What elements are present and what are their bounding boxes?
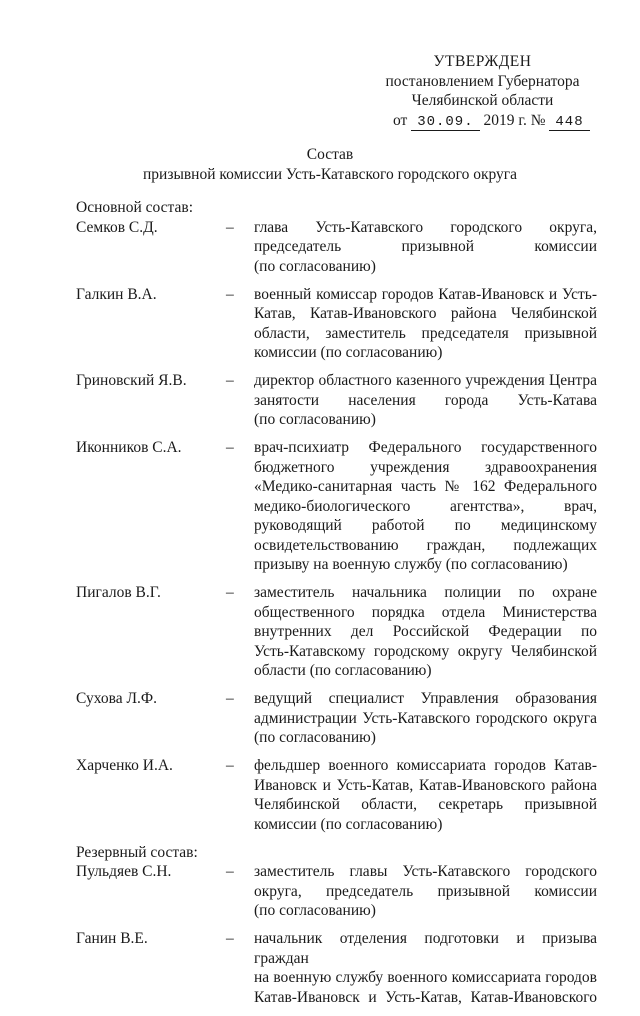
member-description <box>254 218 597 277</box>
member-description <box>254 689 597 748</box>
description-line: заместитель главы Усть-Катавского городского <box>254 863 597 880</box>
member-dash: – <box>226 439 234 456</box>
handwritten-date: 30.09. <box>411 115 479 131</box>
approval-date-line <box>375 111 590 131</box>
date-prefix: от <box>393 111 408 129</box>
description-line: Челябинской области, секретарь призывной <box>254 796 597 813</box>
approval-block <box>375 52 590 131</box>
description-line: бюджетного учреждения здравоохранения <box>254 458 597 476</box>
approval-heading: УТВЕРЖДЕН <box>433 53 532 70</box>
member-dash: – <box>226 930 234 947</box>
approval-decree: постановлением Губернатора <box>385 72 580 90</box>
description-line: Катав, Катав-Ивановского района Челябинской <box>254 305 597 322</box>
title-line-1: Состав <box>306 146 354 163</box>
member-dash: – <box>226 218 234 236</box>
members-list <box>76 198 600 1016</box>
member-description <box>254 371 597 430</box>
description-line: Ивановск и Усть-Катав, Катав-Ивановского района <box>254 776 597 794</box>
member-row <box>76 689 600 748</box>
member-row <box>76 218 600 277</box>
member-description <box>254 438 597 575</box>
description-line: администрации Усть-Катавского городского округа <box>254 709 597 727</box>
description-line: (по согласованию) <box>254 902 376 919</box>
description-line: «Медико-санитарная часть № 162 Федерального <box>254 478 597 495</box>
member-name: Сухова Л.Ф. <box>76 690 157 707</box>
handwritten-number: 448 <box>549 115 589 131</box>
description-line: занятости населения города Усть-Катава <box>254 391 597 409</box>
description-line: директор областного казенного учреждения Центра <box>254 372 597 389</box>
description-line: области (по согласованию) <box>254 662 432 679</box>
member-name: Пульдяев С.Н. <box>76 863 172 880</box>
member-row <box>76 285 600 363</box>
description-line: внутренних дел Российской Федерации по <box>254 623 597 640</box>
member-dash: – <box>226 863 234 880</box>
description-line: глава Усть-Катавского городского округа, <box>254 218 597 236</box>
description-line: округа, председатель призывной комиссии <box>254 882 597 900</box>
member-description <box>254 583 597 681</box>
member-name: Семков С.Д. <box>76 218 158 236</box>
member-name: Иконников С.А. <box>76 439 182 456</box>
description-line: начальник отделения подготовки и призыва граждан <box>254 930 597 967</box>
description-line: на военную службу военного комиссариата городов <box>254 969 597 986</box>
description-line: заместитель начальника полиции по охране <box>254 584 597 601</box>
member-row <box>76 929 600 1007</box>
description-line: председатель призывной комиссии <box>254 238 597 255</box>
description-line: призыву на военную службу (по согласованию) <box>254 556 568 573</box>
description-line: области, заместитель председателя призывной <box>254 324 597 342</box>
member-row <box>76 438 600 575</box>
description-line: фельдшер военного комиссариата городов Катав- <box>254 757 597 774</box>
member-description <box>254 862 597 921</box>
document-title <box>60 145 600 184</box>
description-line: общественного порядка отдела Министерства <box>254 603 597 621</box>
member-description <box>254 929 597 1007</box>
member-description <box>254 756 597 834</box>
description-line: (по согласованию) <box>254 411 376 428</box>
member-name: Гриновский Я.В. <box>76 372 187 389</box>
description-line: врач-психиатр Федерального государственного <box>254 439 597 456</box>
member-name: Харченко И.А. <box>76 757 173 774</box>
member-dash: – <box>226 584 234 601</box>
member-dash: – <box>226 285 234 303</box>
description-line: военный комиссар городов Катав-Ивановск и Усть- <box>254 285 597 303</box>
member-row <box>76 371 600 430</box>
member-name: Галкин В.А. <box>76 285 157 303</box>
member-dash: – <box>226 690 234 707</box>
description-line: (по согласованию) <box>254 729 376 746</box>
description-line: комиссии (по согласованию) <box>254 815 443 833</box>
member-name: Пигалов В.Г. <box>76 584 161 601</box>
description-line: Катав-Ивановск и Усть-Катав, Катав-Ивановского <box>254 988 597 1006</box>
member-row <box>76 756 600 834</box>
member-row <box>76 583 600 681</box>
description-line: медико-биологического агентства», врач, <box>254 497 597 515</box>
description-line: руководящий работой по медицинскому <box>254 517 597 534</box>
section-label: Основной состав: <box>76 199 194 216</box>
title-line-2: призывной комиссии Усть-Катавского городского округа <box>142 165 518 183</box>
year-text: 2019 г. № <box>483 111 546 129</box>
member-name: Ганин В.Е. <box>76 930 148 947</box>
member-row <box>76 862 600 921</box>
description-line: освидетельствованию граждан, подлежащих <box>254 536 597 554</box>
description-line: ведущий специалист Управления образования <box>254 690 597 707</box>
description-line: (по согласованию) <box>254 257 376 275</box>
approval-region: Челябинской области <box>411 92 554 109</box>
description-line: Усть-Катавскому городскому округу Челябинской <box>254 642 597 660</box>
description-line: комиссии (по согласованию) <box>254 344 443 361</box>
member-dash: – <box>226 757 234 774</box>
member-description <box>254 285 597 363</box>
section-label: Резервный состав: <box>76 843 198 861</box>
member-dash: – <box>226 372 234 389</box>
